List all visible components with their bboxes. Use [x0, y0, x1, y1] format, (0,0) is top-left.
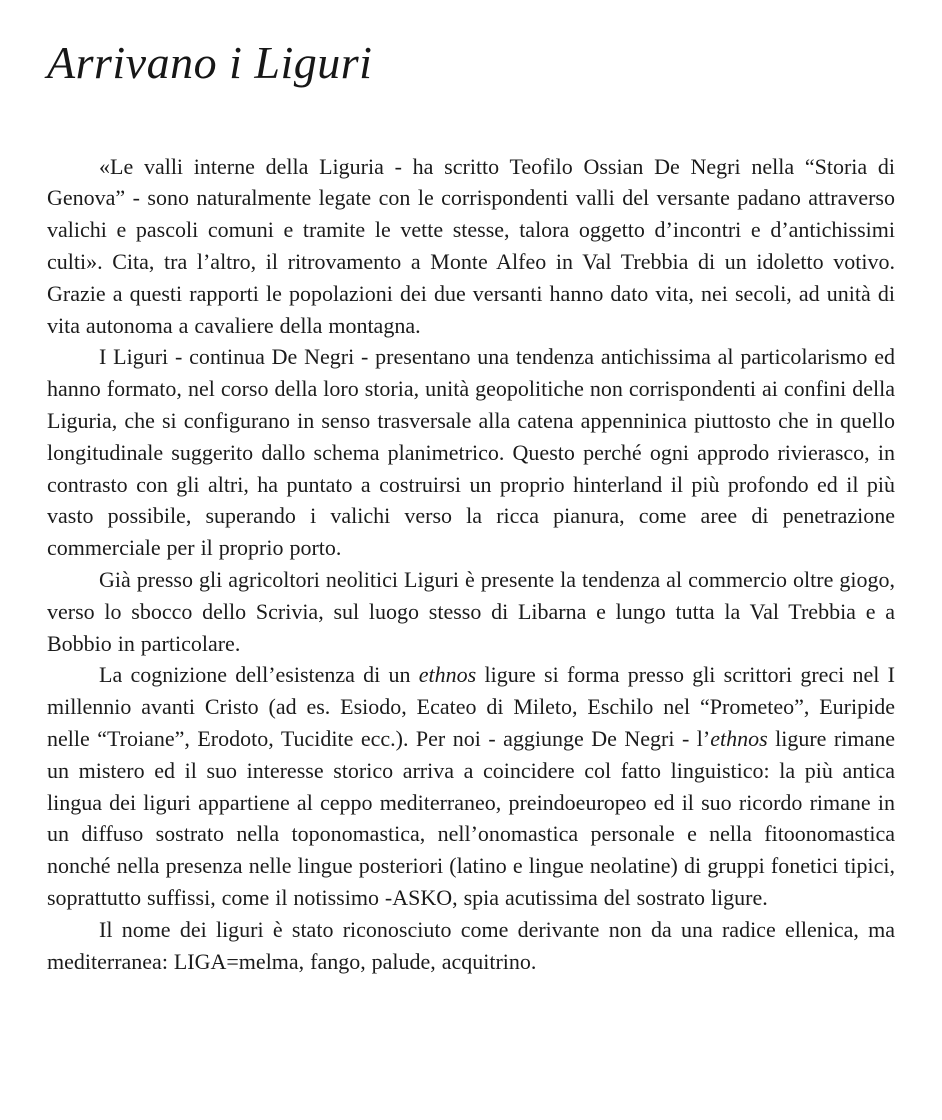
paragraph: [47, 914, 895, 978]
paragraph: [47, 341, 895, 564]
paragraph: [47, 151, 895, 342]
italic-text-run: ethnos: [418, 662, 477, 688]
text-run: Già presso gli agricoltori neolitici Liguri è presente la tendenza al commercio oltre giogo, verso lo sbocco dello Scrivia, sul luogo stesso di Libarna e lungo tutta la Val Trebbia e a Bobbio in particolare.: [47, 566, 895, 656]
text-run: ligure rimane un mistero ed il suo interesse storico arriva a coincidere col fatto linguistico: la più antica lingua dei liguri appartiene al ceppo mediterraneo, preindoeuropeo ed il suo ricordo rimane in un diffuso sostrato nella toponomastica, nell’onomastica personale e nella fitoonomastica nonché nella presenza nelle lingue posteriori (latino e lingue neolatine) di gruppi fonetici tipici, soprattutto suffissi, come il notissimo -ASKO, spia acutissima del sostrato ligure.: [47, 725, 895, 910]
text-run: Il nome dei liguri è stato riconosciuto come derivante non da una radice ellenica, ma mediterranea: LIGA=melma, fango, palude, acquitrino.: [47, 916, 895, 974]
article-body: [47, 151, 895, 978]
page-title: Arrivano i Liguri: [47, 37, 373, 88]
text-run: I Liguri - continua De Negri - presentano una tendenza antichissima al particolarismo ed hanno formato, nel corso della loro storia, unità geopolitiche non corrispondenti ai confini della Liguria, che si configurano in senso trasversale alla catena appenninica piuttosto che in quello longitudinale suggerito dallo schema planimetrico. Questo perché ogni approdo rivierasco, in contrasto con gli altri, ha puntato a costruirsi un proprio hinterland il più profondo ed il più vasto possibile, superando i valichi verso la ricca pianura, come aree di penetrazione commerciale per il proprio porto.: [47, 344, 895, 561]
paragraph: [47, 659, 895, 913]
italic-text-run: ethnos: [710, 725, 768, 751]
text-run: ligure si forma presso gli scrittori greci nel I millennio avanti Cristo (ad es. Esiodo, Ecateo di Mileto, Eschilo nel “Prometeo”, Euripide nelle “Troiane”, Erodoto, Tucidite ecc.). Per noi - aggiunge De Negri - l’: [47, 662, 895, 751]
text-run: La cognizione dell’esistenza di un: [99, 662, 419, 688]
paragraph: [47, 564, 895, 659]
text-run: «Le valli interne della Liguria - ha scritto Teofilo Ossian De Negri nella “Storia di Genova” - sono naturalmente legate con le corrispondenti valli del versante padano attraverso valichi e pascoli comuni e tramite le vette stesse, talora oggetto d’incontri e d’antichissimi culti». Cita, tra l’altro, il ritrovamento a Monte Alfeo in Val Trebbia di un idoletto votivo. Grazie a questi rapporti le popolazioni dei due versanti hanno dato vita, nei secoli, ad unità di vita autonoma a cavaliere della montagna.: [47, 153, 895, 338]
